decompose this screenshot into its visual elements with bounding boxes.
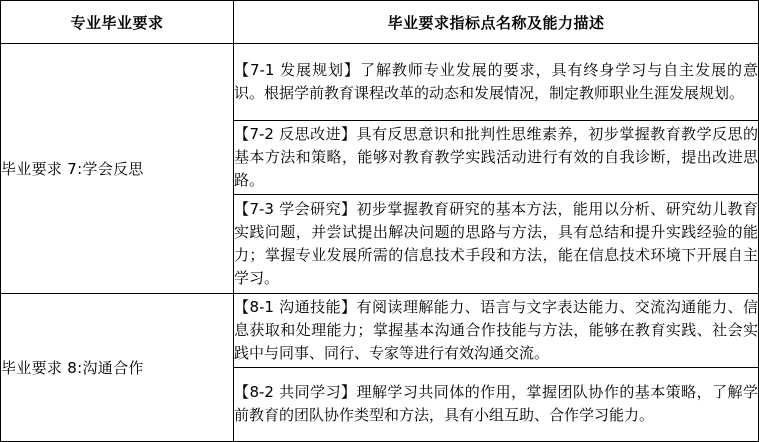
table-header-row	[1, 1, 759, 44]
table-row	[1, 293, 759, 367]
table-row	[1, 44, 759, 121]
indicator-text: 初步掌握教育研究的基本方法，能用以分析、研究幼儿教育实践问题，并尝试提出解决问题的思路与方法，具有总结和提升实践经验的能力；掌握专业发展所需的信息技术手段和方法，能在信息技术环境下开展自主学习。	[234, 200, 758, 288]
indicator-text: 有阅读理解能力、语言与文字表达能力、交流沟通能力、信息获取和处理能力；掌握基本沟通合作技能与方法，能够在教育实践、社会实践中与同事、同行、专家等进行有效沟通交流。	[234, 297, 758, 362]
indicator-tag: 【8-2 共同学习】	[234, 383, 357, 402]
indicator-8-1	[234, 293, 759, 367]
indicator-tag: 【8-1 沟通技能】	[234, 297, 357, 316]
indicator-7-1	[234, 44, 759, 121]
indicator-8-2	[234, 367, 759, 441]
indicator-text: 具有反思意识和批判性思维素养，初步掌握教育教学反思的基本方法和策略，能够对教育教学实践活动进行有效的自我诊断，提出改进思路。	[234, 125, 758, 190]
indicator-7-2	[234, 121, 759, 195]
requirement-8-label: 毕业要求 8:沟通合作	[1, 293, 234, 441]
header-requirement: 专业毕业要求	[1, 1, 234, 44]
header-indicator-description: 毕业要求指标点名称及能力描述	[234, 1, 759, 44]
indicator-7-3	[234, 195, 759, 294]
indicator-tag: 【7-1 发展规划】	[234, 61, 360, 80]
indicator-tag: 【7-3 学会研究】	[234, 200, 357, 219]
indicator-text: 了解教师专业发展的要求，具有终身学习与自主发展的意识。根据学前教育课程改革的动态和发展情况，制定教师职业生涯发展规划。	[234, 61, 758, 103]
indicator-tag: 【7-2 反思改进】	[234, 125, 357, 144]
indicator-text: 理解学习共同体的作用，掌握团队协作的基本策略，了解学前教育的团队协作类型和方法，具有小组互助、合作学习能力。	[234, 383, 758, 425]
requirement-7-label: 毕业要求 7:学会反思	[1, 44, 234, 294]
